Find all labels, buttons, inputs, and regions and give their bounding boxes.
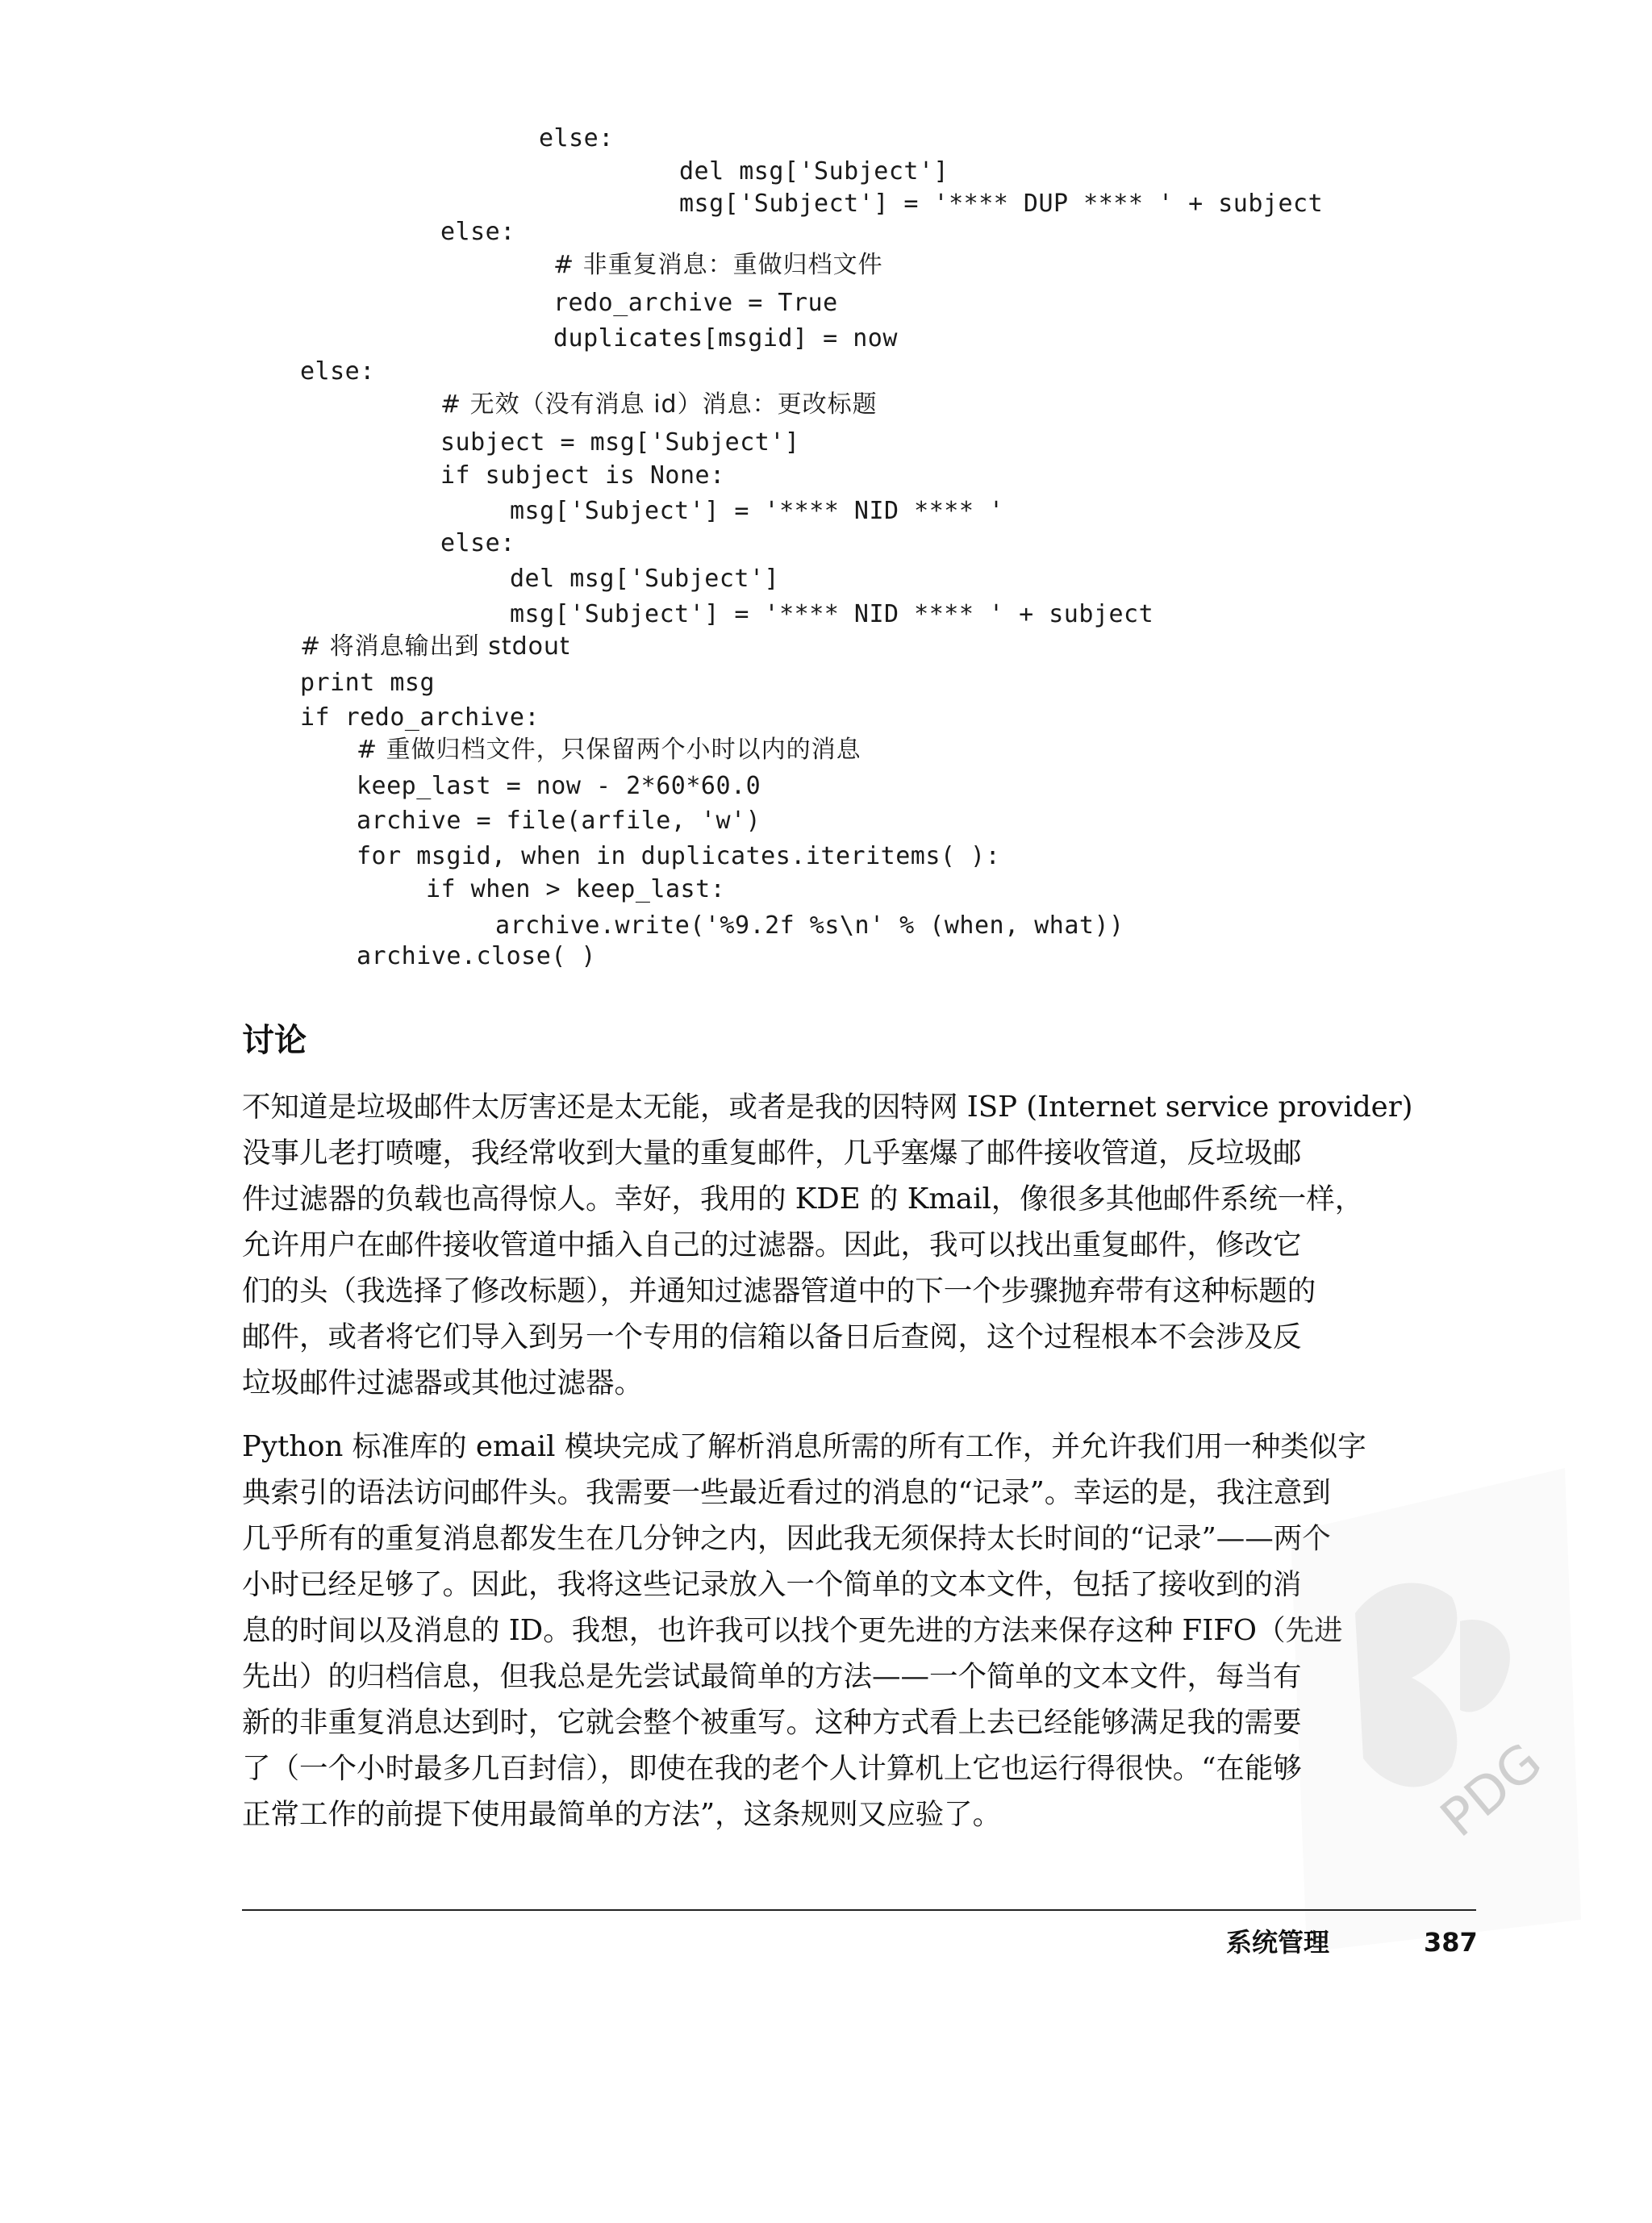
code-line: else:: [539, 124, 614, 152]
paragraph-line: 新的非重复消息达到时，它就会整个被重写。这种方式看上去已经能够满足我的需要: [242, 1706, 1302, 1739]
code-line: for msgid, when in duplicates.iteritems( ):: [357, 842, 1001, 870]
code-line: keep_last = now - 2*60*60.0: [357, 772, 761, 800]
code-line: else:: [440, 529, 515, 557]
paragraph-line: 垃圾邮件过滤器或其他过滤器。: [242, 1366, 644, 1399]
paragraph-line: 允许用户在邮件接收管道中插入自己的过滤器。因此，我可以找出重复邮件，修改它: [242, 1228, 1302, 1262]
code-line: msg['Subject'] = '**** DUP **** ' + subject: [679, 190, 1324, 218]
running-footer-title: 系统管理: [1226, 1927, 1330, 1958]
code-comment: # 将消息输出到 stdout: [300, 632, 570, 661]
code-line: if redo_archive:: [300, 703, 540, 732]
paragraph-line: 没事儿老打喷嚏，我经常收到大量的重复邮件，几乎塞爆了邮件接收管道，反垃圾邮: [242, 1137, 1302, 1170]
code-line: archive.write('%9.2f %s\n' % (when, what)): [495, 911, 1124, 940]
paragraph-line: Python 标准库的 email 模块完成了解析消息所需的所有工作，并允许我们用一种类似字: [242, 1430, 1366, 1463]
paragraph-line: 先出）的归档信息，但我总是先尝试最简单的方法——一个简单的文本文件，每当有: [242, 1660, 1302, 1693]
paragraph: [242, 1084, 1476, 1406]
code-line: subject = msg['Subject']: [440, 428, 800, 457]
paragraph-line: 不知道是垃圾邮件太厉害还是太无能，或者是我的因特网 ISP (Internet service provider): [242, 1091, 1413, 1124]
code-line: duplicates[msgid] = now: [553, 324, 898, 352]
code-line: else:: [300, 357, 375, 386]
code-comment: # 无效（没有消息 id）消息：更改标题: [440, 390, 878, 419]
section-heading: 讨论: [242, 1022, 307, 1059]
code-line: if subject is None:: [440, 461, 725, 490]
code-line: if when > keep_last:: [426, 875, 726, 903]
paragraph-line: 小时已经足够了。因此，我将这些记录放入一个简单的文本文件，包括了接收到的消: [242, 1568, 1302, 1601]
code-comment: # 非重复消息：重做归档文件: [553, 251, 883, 279]
paragraph-line: 几乎所有的重复消息都发生在几分钟之内，因此我无须保持太长时间的“记录”——两个: [242, 1522, 1331, 1555]
footer-rule: [242, 1909, 1476, 1911]
code-line: redo_archive = True: [553, 289, 838, 317]
code-line: archive = file(arfile, 'w'): [357, 807, 761, 835]
paragraph-line: 了（一个小时最多几百封信），即使在我的老个人计算机上它也运行得很快。“在能够: [242, 1752, 1302, 1785]
paragraph-line: 息的时间以及消息的 ID。我想，也许我可以找个更先进的方法来保存这种 FIFO（先进: [242, 1614, 1343, 1647]
code-line: del msg['Subject']: [510, 565, 780, 593]
paragraph: [242, 1424, 1476, 1837]
paragraph-line: 邮件，或者将它们导入到另一个专用的信箱以备日后查阅，这个过程根本不会涉及反: [242, 1320, 1302, 1353]
code-line: msg['Subject'] = '**** NID **** ' + subject: [510, 600, 1154, 628]
code-line: print msg: [300, 669, 436, 697]
paragraph-line: 件过滤器的负载也高得惊人。幸好，我用的 KDE 的 Kmail，像很多其他邮件系统一样，: [242, 1182, 1364, 1216]
page-number: 387: [1424, 1927, 1478, 1958]
code-line: else:: [440, 218, 515, 246]
code-line: archive.close( ): [357, 942, 596, 970]
watermark-text: PDG: [1429, 1732, 1554, 1850]
code-line: del msg['Subject']: [679, 157, 949, 186]
paragraph-line: 正常工作的前提下使用最简单的方法”，这条规则又应验了。: [242, 1798, 1002, 1831]
paragraph-line: 们的头（我选择了修改标题），并通知过滤器管道中的下一个步骤抛弃带有这种标题的: [242, 1274, 1316, 1308]
code-comment: # 重做归档文件，只保留两个小时以内的消息: [357, 736, 861, 764]
code-line: msg['Subject'] = '**** NID **** ': [510, 497, 1004, 525]
paragraph-line: 典索引的语法访问邮件头。我需要一些最近看过的消息的“记录”。幸运的是，我注意到: [242, 1476, 1331, 1509]
